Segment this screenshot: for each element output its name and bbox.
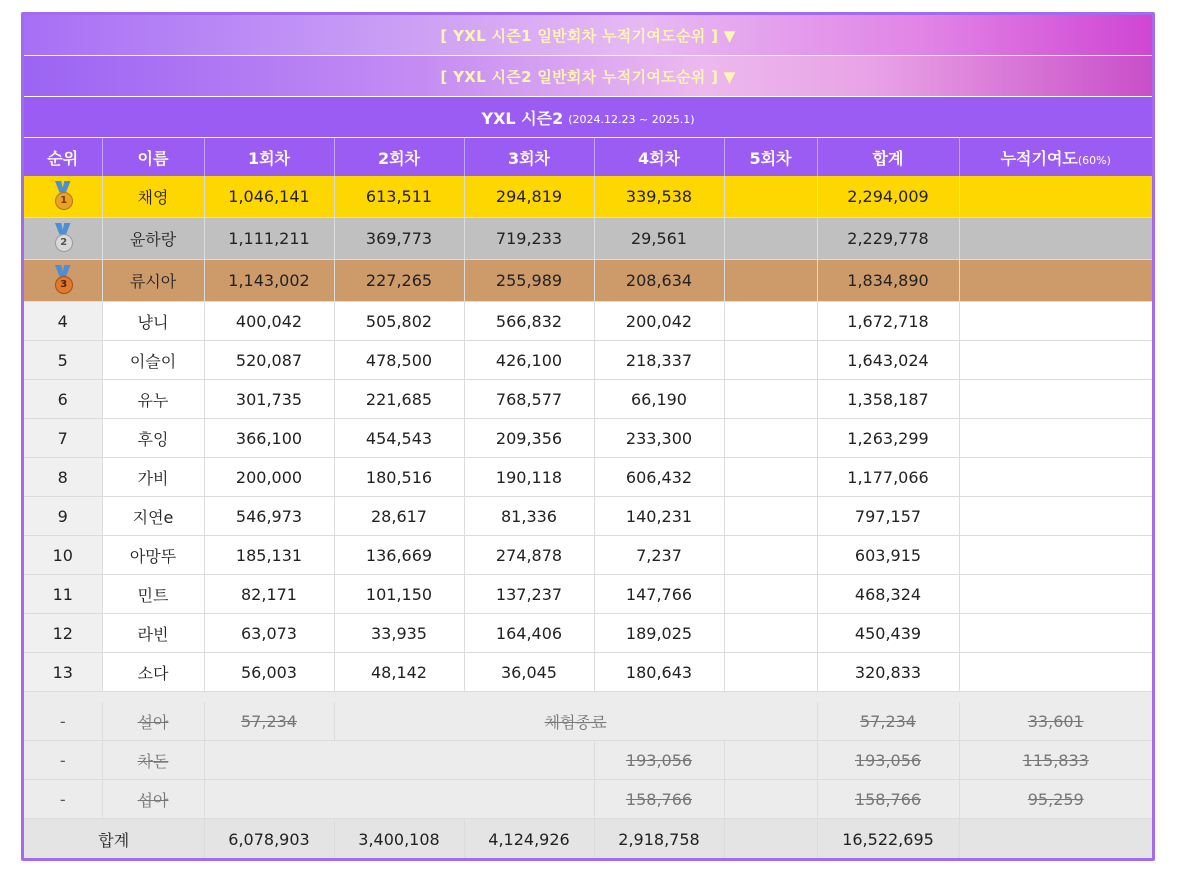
name-cell: 소다 — [102, 653, 204, 692]
r5-cell — [724, 536, 817, 575]
table-row — [24, 380, 1152, 419]
table-row — [24, 341, 1152, 380]
header-round2: 2회차 — [334, 138, 464, 176]
total-cell: 193,056 — [817, 741, 959, 780]
table-row — [24, 497, 1152, 536]
empty-cell — [204, 741, 594, 780]
totals-label: 합계 — [24, 819, 204, 860]
r3-cell: 274,878 — [464, 536, 594, 575]
r5-cell — [724, 741, 817, 780]
name-cell: 가비 — [102, 458, 204, 497]
season-title — [24, 97, 1152, 138]
totals-r4: 2,918,758 — [594, 819, 724, 860]
contrib-cell — [959, 380, 1152, 419]
totals-r2: 3,400,108 — [334, 819, 464, 860]
contrib-cell — [959, 419, 1152, 458]
r5-cell — [724, 497, 817, 536]
rank-cell: 9 — [24, 497, 102, 536]
r1-cell: 400,042 — [204, 302, 334, 341]
r5-cell — [724, 458, 817, 497]
r1-cell: 185,131 — [204, 536, 334, 575]
totals-r1: 6,078,903 — [204, 819, 334, 860]
total-cell: 320,833 — [817, 653, 959, 692]
table-row — [24, 575, 1152, 614]
r5-cell — [724, 419, 817, 458]
contrib-cell — [959, 341, 1152, 380]
r1-cell: 1,111,211 — [204, 218, 334, 260]
season-name: YXL 시즌2 — [481, 108, 564, 128]
rank-cell: - — [24, 741, 102, 780]
name-cell: 섭아 — [102, 780, 204, 819]
table-row-ended — [24, 780, 1152, 819]
r3-cell: 294,819 — [464, 176, 594, 218]
r4-cell: 66,190 — [594, 380, 724, 419]
r1-cell: 546,973 — [204, 497, 334, 536]
contrib-cell — [959, 218, 1152, 260]
contrib-cell — [959, 614, 1152, 653]
r4-cell: 193,056 — [594, 741, 724, 780]
total-cell: 1,177,066 — [817, 458, 959, 497]
medal-icon — [52, 265, 74, 297]
table-row — [24, 536, 1152, 575]
header-contribution-label: 누적기여도 — [1000, 148, 1078, 168]
r3-cell: 719,233 — [464, 218, 594, 260]
totals-r3: 4,124,926 — [464, 819, 594, 860]
r3-cell: 768,577 — [464, 380, 594, 419]
r2-cell: 180,516 — [334, 458, 464, 497]
r4-cell: 339,538 — [594, 176, 724, 218]
table-row — [24, 653, 1152, 692]
rank-cell: - — [24, 702, 102, 741]
name-cell: 유누 — [102, 380, 204, 419]
r1-cell: 520,087 — [204, 341, 334, 380]
r3-cell: 255,989 — [464, 260, 594, 302]
medal-number: 1 — [55, 192, 73, 210]
contrib-cell — [959, 176, 1152, 218]
r4-cell: 147,766 — [594, 575, 724, 614]
ranking-panel — [21, 12, 1155, 861]
header-name: 이름 — [102, 138, 204, 176]
total-cell: 450,439 — [817, 614, 959, 653]
rank-cell: 8 — [24, 458, 102, 497]
header-total: 합계 — [817, 138, 959, 176]
total-cell: 2,229,778 — [817, 218, 959, 260]
medal-icon — [52, 181, 74, 213]
r3-cell: 81,336 — [464, 497, 594, 536]
r3-cell: 209,356 — [464, 419, 594, 458]
r2-cell: 478,500 — [334, 341, 464, 380]
totals-row — [24, 819, 1152, 860]
header-round3: 3회차 — [464, 138, 594, 176]
header-rank: 순위 — [24, 138, 102, 176]
r1-cell: 82,171 — [204, 575, 334, 614]
header-contribution-pct: (60%) — [1077, 153, 1111, 167]
rank-cell: 13 — [24, 653, 102, 692]
total-cell: 468,324 — [817, 575, 959, 614]
r1-cell: 1,143,002 — [204, 260, 334, 302]
contrib-cell — [959, 536, 1152, 575]
contrib-cell: 115,833 — [959, 741, 1152, 780]
r2-cell: 227,265 — [334, 260, 464, 302]
name-cell: 채영 — [102, 176, 204, 218]
rank-cell — [24, 176, 102, 218]
r1-cell: 1,046,141 — [204, 176, 334, 218]
r4-cell: 218,337 — [594, 341, 724, 380]
r5-cell — [724, 218, 817, 260]
r3-cell: 164,406 — [464, 614, 594, 653]
r5-cell — [724, 653, 817, 692]
table-row — [24, 458, 1152, 497]
name-cell: 류시아 — [102, 260, 204, 302]
total-cell: 1,834,890 — [817, 260, 959, 302]
rank-cell: 4 — [24, 302, 102, 341]
contrib-cell — [959, 575, 1152, 614]
rank-cell — [24, 260, 102, 302]
r3-cell: 137,237 — [464, 575, 594, 614]
r1-cell: 56,003 — [204, 653, 334, 692]
r4-cell: 180,643 — [594, 653, 724, 692]
contrib-cell — [959, 302, 1152, 341]
r5-cell — [724, 614, 817, 653]
ranking-table — [24, 138, 1152, 860]
r2-cell: 613,511 — [334, 176, 464, 218]
contrib-cell: 95,259 — [959, 780, 1152, 819]
total-cell: 1,643,024 — [817, 341, 959, 380]
r2-cell: 48,142 — [334, 653, 464, 692]
name-cell: 민트 — [102, 575, 204, 614]
total-cell: 603,915 — [817, 536, 959, 575]
season1-toggle-banner[interactable]: [ YXL 시즌1 일반회차 누적기여도순위 ] ▼ — [24, 15, 1152, 56]
r5-cell — [724, 176, 817, 218]
r4-cell: 29,561 — [594, 218, 724, 260]
r5-cell — [724, 302, 817, 341]
r2-cell: 136,669 — [334, 536, 464, 575]
header-round1: 1회차 — [204, 138, 334, 176]
total-cell: 2,294,009 — [817, 176, 959, 218]
r3-cell: 36,045 — [464, 653, 594, 692]
name-cell: 이슬이 — [102, 341, 204, 380]
contrib-cell: 33,601 — [959, 702, 1152, 741]
rank-cell: 10 — [24, 536, 102, 575]
total-cell: 797,157 — [817, 497, 959, 536]
table-row — [24, 302, 1152, 341]
r3-cell: 566,832 — [464, 302, 594, 341]
table-row — [24, 419, 1152, 458]
section-divider — [24, 692, 1152, 703]
r5-cell — [724, 575, 817, 614]
r2-cell: 369,773 — [334, 218, 464, 260]
status-note: 체험종료 — [334, 702, 817, 741]
table-row-ended — [24, 741, 1152, 780]
header-contribution — [959, 138, 1152, 176]
r2-cell: 505,802 — [334, 302, 464, 341]
name-cell: 차돈 — [102, 741, 204, 780]
r3-cell: 426,100 — [464, 341, 594, 380]
totals-total: 16,522,695 — [817, 819, 959, 860]
name-cell: 윤하랑 — [102, 218, 204, 260]
empty-cell — [204, 780, 594, 819]
total-cell: 1,358,187 — [817, 380, 959, 419]
r4-cell: 208,634 — [594, 260, 724, 302]
name-cell: 라빈 — [102, 614, 204, 653]
table-row-ended — [24, 702, 1152, 741]
rank-cell: 12 — [24, 614, 102, 653]
table-row — [24, 260, 1152, 302]
r1-cell: 366,100 — [204, 419, 334, 458]
table-row — [24, 218, 1152, 260]
table-row — [24, 176, 1152, 218]
r5-cell — [724, 260, 817, 302]
name-cell: 아망뚜 — [102, 536, 204, 575]
totals-r5 — [724, 819, 817, 860]
name-cell: 후잉 — [102, 419, 204, 458]
r1-cell: 200,000 — [204, 458, 334, 497]
r2-cell: 101,150 — [334, 575, 464, 614]
rank-cell: 6 — [24, 380, 102, 419]
contrib-cell — [959, 497, 1152, 536]
name-cell: 냥니 — [102, 302, 204, 341]
total-cell: 1,672,718 — [817, 302, 959, 341]
name-cell: 설아 — [102, 702, 204, 741]
r3-cell: 190,118 — [464, 458, 594, 497]
r1-cell: 63,073 — [204, 614, 334, 653]
total-cell: 158,766 — [817, 780, 959, 819]
r4-cell: 606,432 — [594, 458, 724, 497]
r2-cell: 454,543 — [334, 419, 464, 458]
r1-cell: 301,735 — [204, 380, 334, 419]
r4-cell: 140,231 — [594, 497, 724, 536]
r5-cell — [724, 341, 817, 380]
r5-cell — [724, 780, 817, 819]
name-cell: 지연e — [102, 497, 204, 536]
season-range: (2024.12.23 ~ 2025.1) — [568, 112, 695, 126]
table-row — [24, 614, 1152, 653]
contrib-cell — [959, 260, 1152, 302]
rank-cell — [24, 218, 102, 260]
r5-cell — [724, 380, 817, 419]
header-round4: 4회차 — [594, 138, 724, 176]
total-cell: 1,263,299 — [817, 419, 959, 458]
contrib-cell — [959, 458, 1152, 497]
r2-cell: 28,617 — [334, 497, 464, 536]
r1-cell: 57,234 — [204, 702, 334, 741]
medal-icon — [52, 223, 74, 255]
rank-cell: 5 — [24, 341, 102, 380]
contrib-cell — [959, 653, 1152, 692]
r4-cell: 158,766 — [594, 780, 724, 819]
header-round5: 5회차 — [724, 138, 817, 176]
rank-cell: - — [24, 780, 102, 819]
medal-number: 3 — [55, 276, 73, 294]
medal-number: 2 — [55, 234, 73, 252]
totals-contrib — [959, 819, 1152, 860]
season2-toggle-banner[interactable]: [ YXL 시즌2 일반회차 누적기여도순위 ] ▼ — [24, 56, 1152, 97]
total-cell: 57,234 — [817, 702, 959, 741]
r4-cell: 7,237 — [594, 536, 724, 575]
rank-cell: 11 — [24, 575, 102, 614]
rank-cell: 7 — [24, 419, 102, 458]
r4-cell: 189,025 — [594, 614, 724, 653]
table-header-row — [24, 138, 1152, 176]
r2-cell: 33,935 — [334, 614, 464, 653]
r4-cell: 233,300 — [594, 419, 724, 458]
r4-cell: 200,042 — [594, 302, 724, 341]
r2-cell: 221,685 — [334, 380, 464, 419]
